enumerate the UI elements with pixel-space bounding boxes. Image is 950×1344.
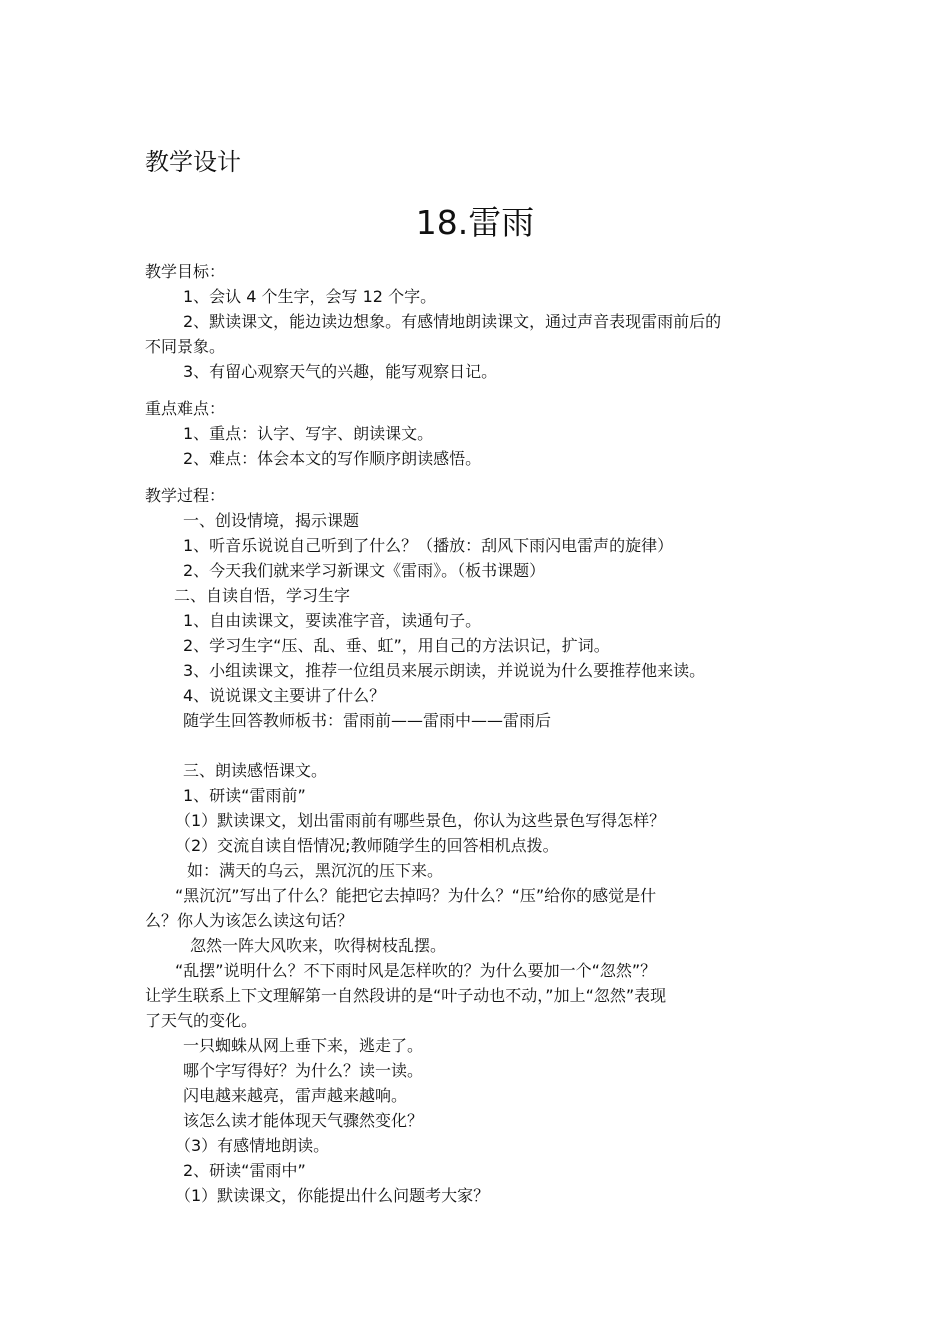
key-points-heading: 重点难点： (145, 399, 226, 418)
discussion-1-line-1: “黑沉沉”写出了什么？能把它去掉吗？为什么？“压”给你的感觉是什 (175, 886, 657, 905)
example-2: 忽然一阵大风吹来，吹得树枝乱摆。 (190, 936, 447, 955)
example-4: 闪电越来越亮，雷声越来越响。 (183, 1086, 408, 1105)
process-heading: 教学过程： (145, 486, 226, 505)
objectives-heading: 教学目标： (145, 262, 226, 281)
discussion-2-line-3: 了天气的变化。 (145, 1011, 258, 1030)
section-3-sub-1-question-3: （3）有感情地朗读。 (175, 1136, 330, 1155)
section-2-note: 随学生回答教师板书：雷雨前——雷雨中——雷雨后 (183, 711, 552, 730)
key-point-item-2: 2、难点：体会本文的写作顺序朗读感悟。 (183, 449, 482, 468)
section-2-item-2: 2、学习生字“压、乱、垂、虹”，用自己的方法识记，扩词。 (183, 636, 610, 655)
discussion-3: 哪个字写得好？为什么？读一读。 (183, 1061, 424, 1080)
discussion-4: 该怎么读才能体现天气骤然变化？ (183, 1111, 424, 1130)
page-title: 18.雷雨 (415, 203, 535, 242)
section-1-item-2: 2、今天我们就来学习新课文《雷雨》。（板书课题） (183, 561, 546, 580)
section-3-sub-1-question-2: （2）交流自读自悟情况;教师随学生的回答相机点拨。 (175, 836, 559, 855)
section-2-item-4: 4、说说课文主要讲了什么？ (183, 686, 386, 705)
objective-item-3: 3、有留心观察天气的兴趣，能写观察日记。 (183, 362, 498, 381)
section-3-sub-2: 2、研读“雷雨中” (183, 1161, 306, 1180)
section-3-sub-2-question-1: （1）默读课文，你能提出什么问题考大家？ (175, 1186, 490, 1205)
objective-item-1: 1、会认 4 个生字，会写 12 个字。 (183, 287, 437, 306)
example-3: 一只蜘蛛从网上垂下来，逃走了。 (183, 1036, 424, 1055)
section-3-sub-1-question-1: （1）默读课文，划出雷雨前有哪些景色，你认为这些景色写得怎样？ (175, 811, 666, 830)
discussion-1-line-2: 么？你人为该怎么读这句话？ (145, 911, 354, 930)
discussion-2-line-1: “乱摆”说明什么？不下雨时风是怎样吹的？为什么要加一个“忽然”？ (175, 961, 657, 980)
discussion-2-line-2: 让学生联系上下文理解第一自然段讲的是“叶子动也不动，”加上“忽然”表现 (145, 986, 667, 1005)
example-1: 如：满天的乌云，黑沉沉的压下来。 (187, 861, 444, 880)
section-2-title: 二、自读自悟，学习生字 (174, 586, 351, 605)
key-point-item-1: 1、重点：认字、写字、朗读课文。 (183, 424, 434, 443)
objective-item-2-line-1: 2、默读课文，能边读边想象。有感情地朗读课文，通过声音表现雷雨前后的 (183, 312, 722, 331)
header-label: 教学设计 (145, 148, 241, 176)
section-3-title: 三、朗读感悟课文。 (183, 761, 328, 780)
section-3-sub-1: 1、研读“雷雨前” (183, 786, 306, 805)
section-1-title: 一、创设情境，揭示课题 (183, 511, 360, 530)
section-2-item-1: 1、自由读课文，要读准字音，读通句子。 (183, 611, 482, 630)
section-1-item-1: 1、听音乐说说自己听到了什么？（播放：刮风下雨闪电雷声的旋律） (183, 536, 674, 555)
objective-item-2-line-2: 不同景象。 (145, 337, 226, 356)
section-2-item-3: 3、小组读课文，推荐一位组员来展示朗读，并说说为什么要推荐他来读。 (183, 661, 706, 680)
